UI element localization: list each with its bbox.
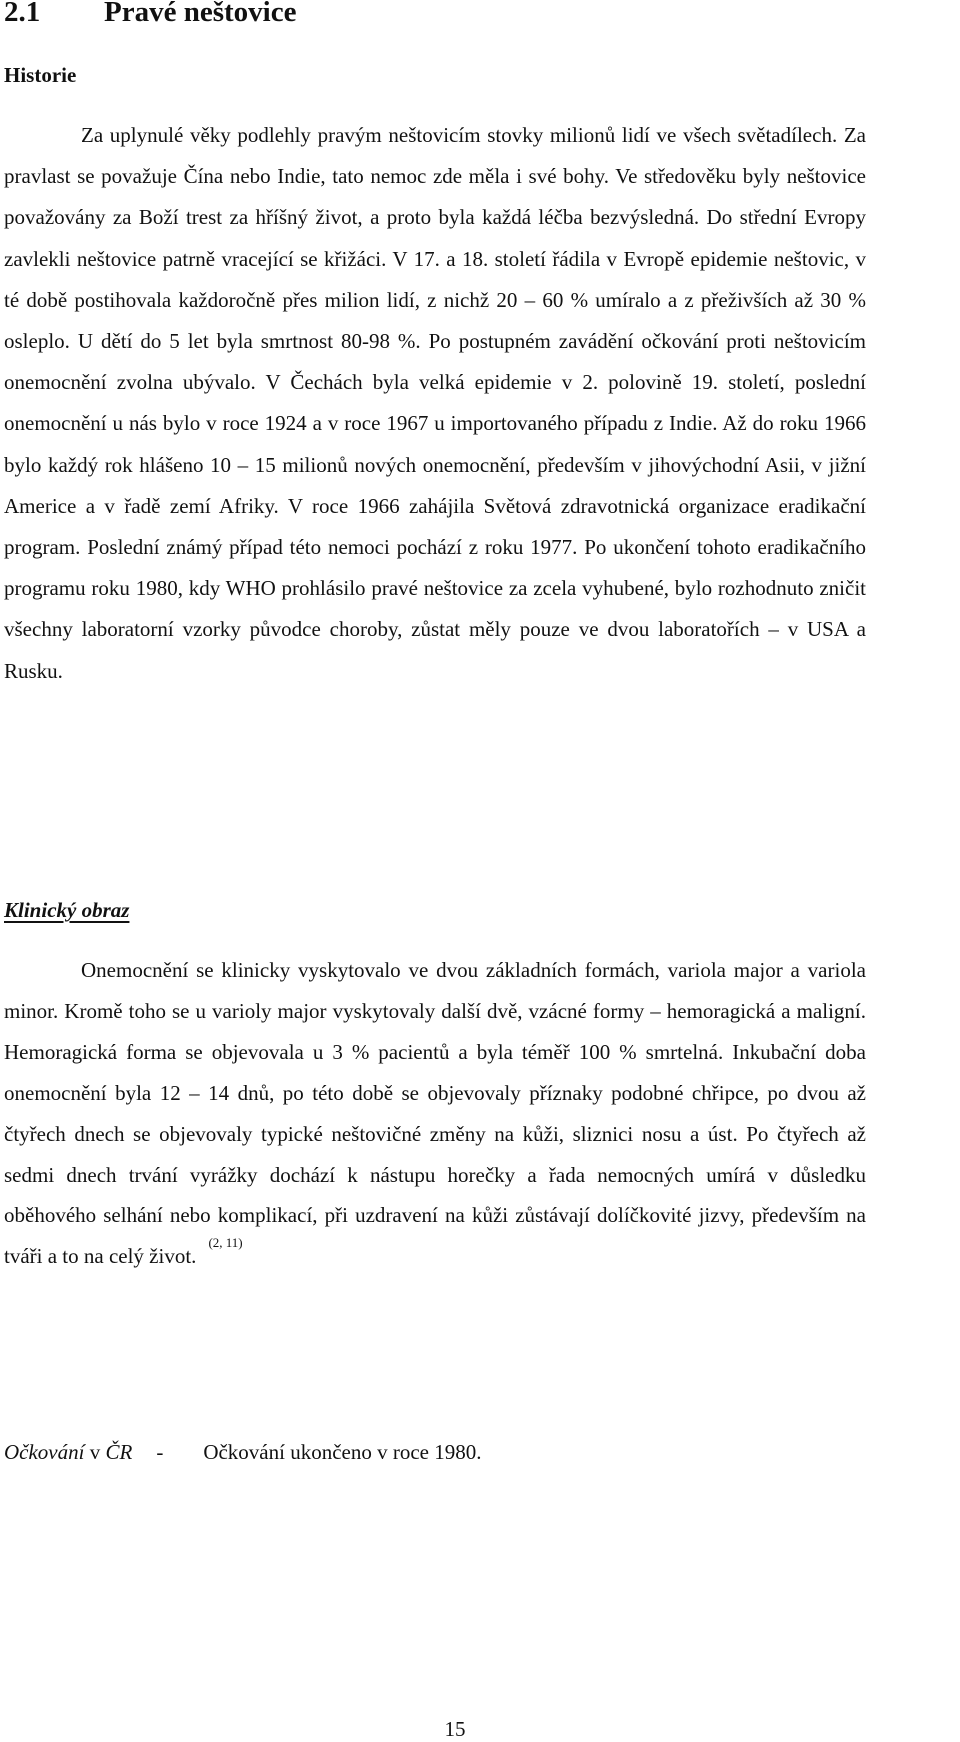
page-number: 15 <box>444 1717 466 1741</box>
vaccination-line <box>4 1438 481 1466</box>
clinical-paragraph <box>4 950 866 1280</box>
clinical-heading: Klinický obraz <box>4 898 130 922</box>
vaccination-dash: - <box>156 1440 164 1464</box>
clinical-text: Onemocnění se klinicky vyskytovalo ve dvou základních formách, variola major a variola minor. Kromě toho se u varioly major vyskytovaly další dvě, vzácné formy – hemoragická a maligní. Hemoragická forma se objevovala u 3 % pacientů a byla téměř 100 % smrtelná. Inkubační doba onemocnění byla 12 – 14 dnů, po této době se objevovaly příznaky podobné chřipce, po dvou až čtyřech dnech se objevovaly typické neštovičné změny na kůži, sliznici nosu a úst. Po čtyřech až sedmi dnech trvání vyrážky dochází k nástupu horečky a řada nemocných umírá v důsledku oběhového selhání nebo komplikací, při uzdravení na kůži zůstávají dolíčkovité jizvy, především na tváři a to na celý život. <box>4 958 866 1269</box>
vaccination-connector: v <box>89 1440 101 1464</box>
vaccination-text: Očkování ukončeno v roce 1980. <box>203 1440 482 1464</box>
section-heading <box>4 0 296 32</box>
vaccination-region: ČR <box>105 1440 133 1464</box>
citation-reference: (2, 11) <box>208 1235 243 1251</box>
history-heading: Historie <box>4 63 77 87</box>
history-paragraph: Za uplynulé věky podlehly pravým neštovicím stovky milionů lidí ve všech světadílech. Za pravlast se považuje Čína nebo Indie, tato nemoc zde měla i své bohy. Ve středověku byly neštovice považovány za Boží trest za hříšný život, a proto byla každá léčba bezvýsledná. Do střední Evropy zavlekli neštovice patrně vracející se křižáci. V 17. a 18. století řádila v Evropě epidemie neštovic, v té době postihovala každoročně přes milion lidí, z nichž 20 – 60 % umíralo a z přeživších až 30 % osleplo. U dětí do 5 let byla smrtnost 80-98 %. Po postupném zavádění očkování proti neštovicím onemocnění zvolna ubývalo. V Čechách byla velká epidemie v 2. polovině 19. století, poslední onemocnění u nás bylo v roce 1924 a v roce 1967 u importovaného případu z Indie. Až do roku 1966 bylo každý rok hlášeno 10 – 15 milionů nových onemocnění, především v jihovýchodní Asii, v jižní Americe a v řadě zemí Afriky. V roce 1966 zahájila Světová zdravotnická organizace eradikační program. Poslední známý případ této nemoci pochází z roku 1977. Po ukončení tohoto eradikačního programu roku 1980, kdy WHO prohlásilo pravé neštovice za zcela vyhubené, bylo rozhodnuto zničit všechny laboratorní vzorky původce choroby, zůstat měly pouze ve dvou laboratořích – v USA a Rusku. <box>4 123 866 683</box>
section-number: 2.1 <box>4 0 41 28</box>
vaccination-label: Očkování <box>4 1440 85 1464</box>
section-title: Pravé neštovice <box>104 0 297 28</box>
